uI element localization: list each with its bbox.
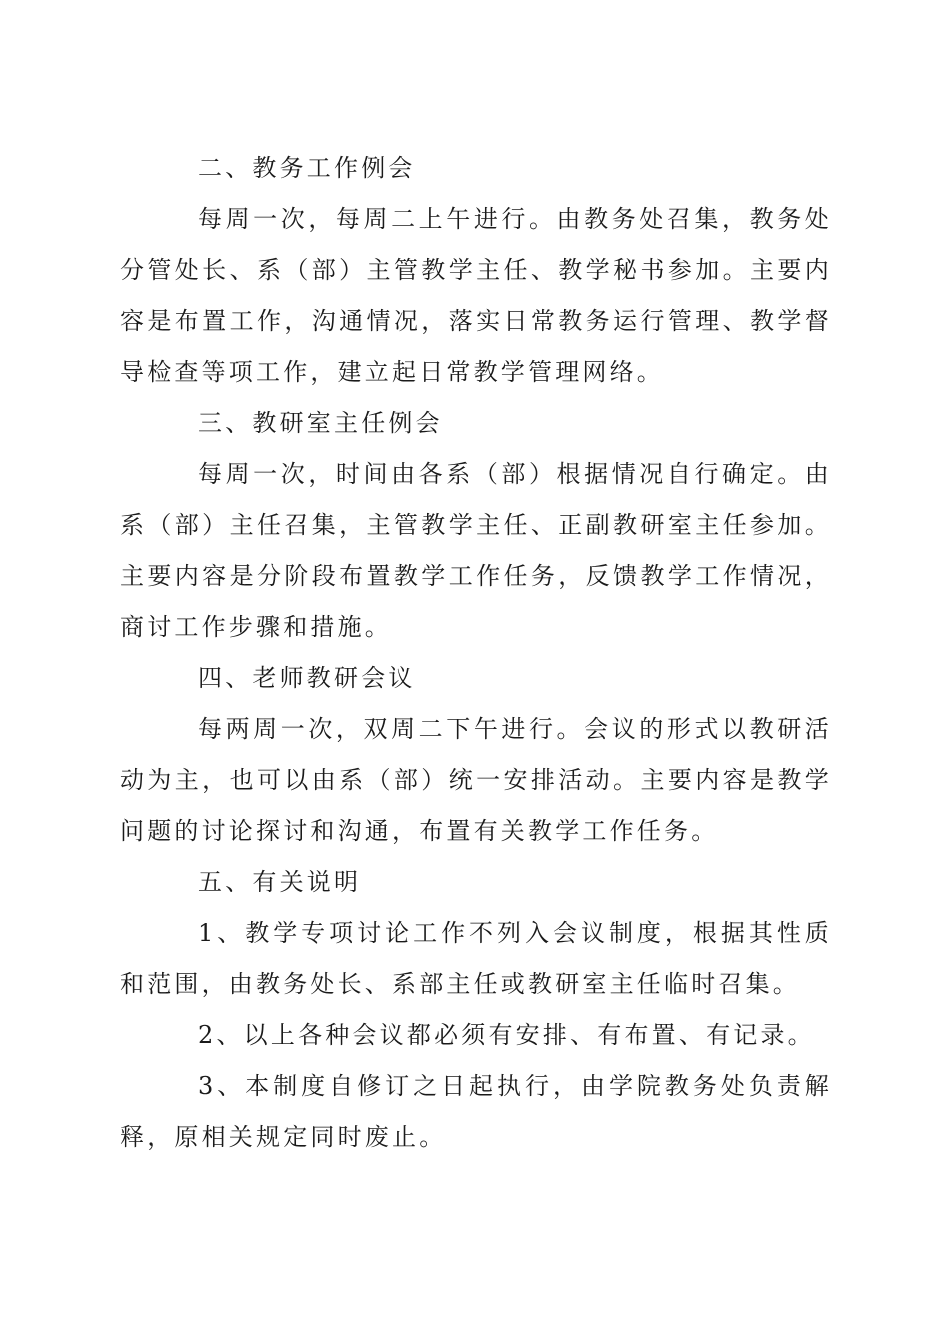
section-heading-4: 四、老师教研会议 bbox=[198, 664, 416, 692]
paragraph-teaching-affairs-meeting: 每周一次，每周二上午进行。由教务处召集，教务处分管处长、系（部）主管教学主任、教学秘书参加。主要内容是布置工作，沟通情况，落实日常教务运行管理、教学督导检查等项工作，建立起日常教学管理网络。 bbox=[120, 205, 832, 386]
note-item-3: 3、本制度自修订之日起执行，由学院教务处负责解释，原相关规定同时废止。 bbox=[120, 1072, 832, 1151]
section-heading-2: 二、教务工作例会 bbox=[198, 154, 416, 182]
paragraph-teacher-research-meeting: 每两周一次，双周二下午进行。会议的形式以教研活动为主，也可以由系（部）统一安排活动。主要内容是教学问题的讨论探讨和沟通，布置有关教学工作任务。 bbox=[120, 715, 832, 845]
note-item-2: 2、以上各种会议都必须有安排、有布置、有记录。 bbox=[198, 1021, 815, 1049]
note-item-1: 1、教学专项讨论工作不列入会议制度，根据其性质和范围，由教务处长、系部主任或教研室主任临时召集。 bbox=[120, 919, 832, 998]
section-heading-3: 三、教研室主任例会 bbox=[198, 409, 443, 437]
section-heading-5: 五、有关说明 bbox=[198, 868, 362, 896]
paragraph-research-office-meeting: 每周一次，时间由各系（部）根据情况自行确定。由系（部）主任召集，主管教学主任、正副教研室主任参加。主要内容是分阶段布置教学工作任务，反馈教学工作情况，商讨工作步骤和措施。 bbox=[120, 460, 832, 641]
document-body bbox=[120, 143, 832, 1163]
